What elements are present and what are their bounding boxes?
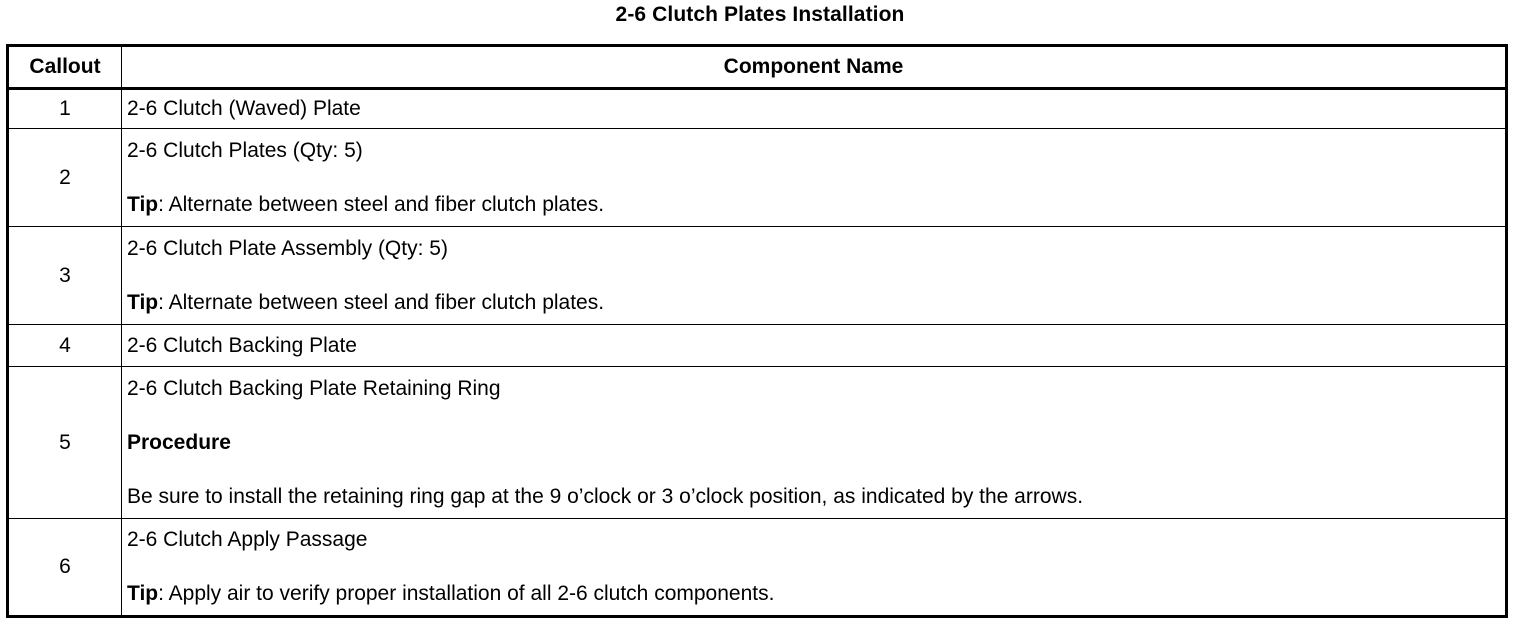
callout-number: 5	[8, 367, 122, 519]
procedure-text: Be sure to install the retaining ring gap at the 9 o’clock or 3 o’clock position, as indicated by the arrows.	[127, 484, 1084, 508]
tip-note	[127, 292, 1500, 314]
table-row	[8, 519, 1507, 617]
component-table	[6, 44, 1508, 618]
component-cell	[122, 129, 1507, 227]
component-name: 2-6 Clutch Plates (Qty: 5)	[127, 138, 363, 162]
tip-text: : Alternate between steel and fiber clutch plates.	[158, 192, 605, 216]
table-row	[8, 367, 1507, 519]
procedure-heading: Procedure	[127, 430, 231, 454]
callout-number: 3	[8, 227, 122, 325]
component-cell	[122, 325, 1507, 367]
callout-number: 2	[8, 129, 122, 227]
table-row	[8, 89, 1507, 129]
component-cell	[122, 367, 1507, 519]
callout-number: 1	[8, 89, 122, 129]
tip-label: Tip	[127, 290, 159, 314]
table-row	[8, 129, 1507, 227]
column-header-component-name: Component Name	[122, 46, 1507, 89]
table-row	[8, 325, 1507, 367]
tip-note	[127, 194, 1500, 216]
page-title: 2-6 Clutch Plates Installation	[615, 3, 905, 26]
component-name: 2-6 Clutch (Waved) Plate	[127, 97, 361, 120]
tip-label: Tip	[127, 192, 159, 216]
component-name: 2-6 Clutch Backing Plate	[127, 333, 357, 357]
component-name: 2-6 Clutch Apply Passage	[127, 528, 368, 551]
component-name: 2-6 Clutch Backing Plate Retaining Ring	[127, 376, 501, 400]
tip-text: : Alternate between steel and fiber clutch plates.	[158, 290, 605, 314]
component-cell	[122, 227, 1507, 325]
tip-text: : Apply air to verify proper installation of all 2-6 clutch components.	[158, 582, 775, 605]
callout-number: 6	[8, 519, 122, 617]
callout-number: 4	[8, 325, 122, 367]
column-header-callout: Callout	[8, 46, 122, 89]
tip-label: Tip	[127, 582, 159, 605]
component-name: 2-6 Clutch Plate Assembly (Qty: 5)	[127, 236, 448, 260]
table-row	[8, 227, 1507, 325]
table-header-row	[8, 46, 1507, 89]
tip-note	[127, 583, 1500, 605]
component-cell	[122, 89, 1507, 129]
component-cell	[122, 519, 1507, 617]
